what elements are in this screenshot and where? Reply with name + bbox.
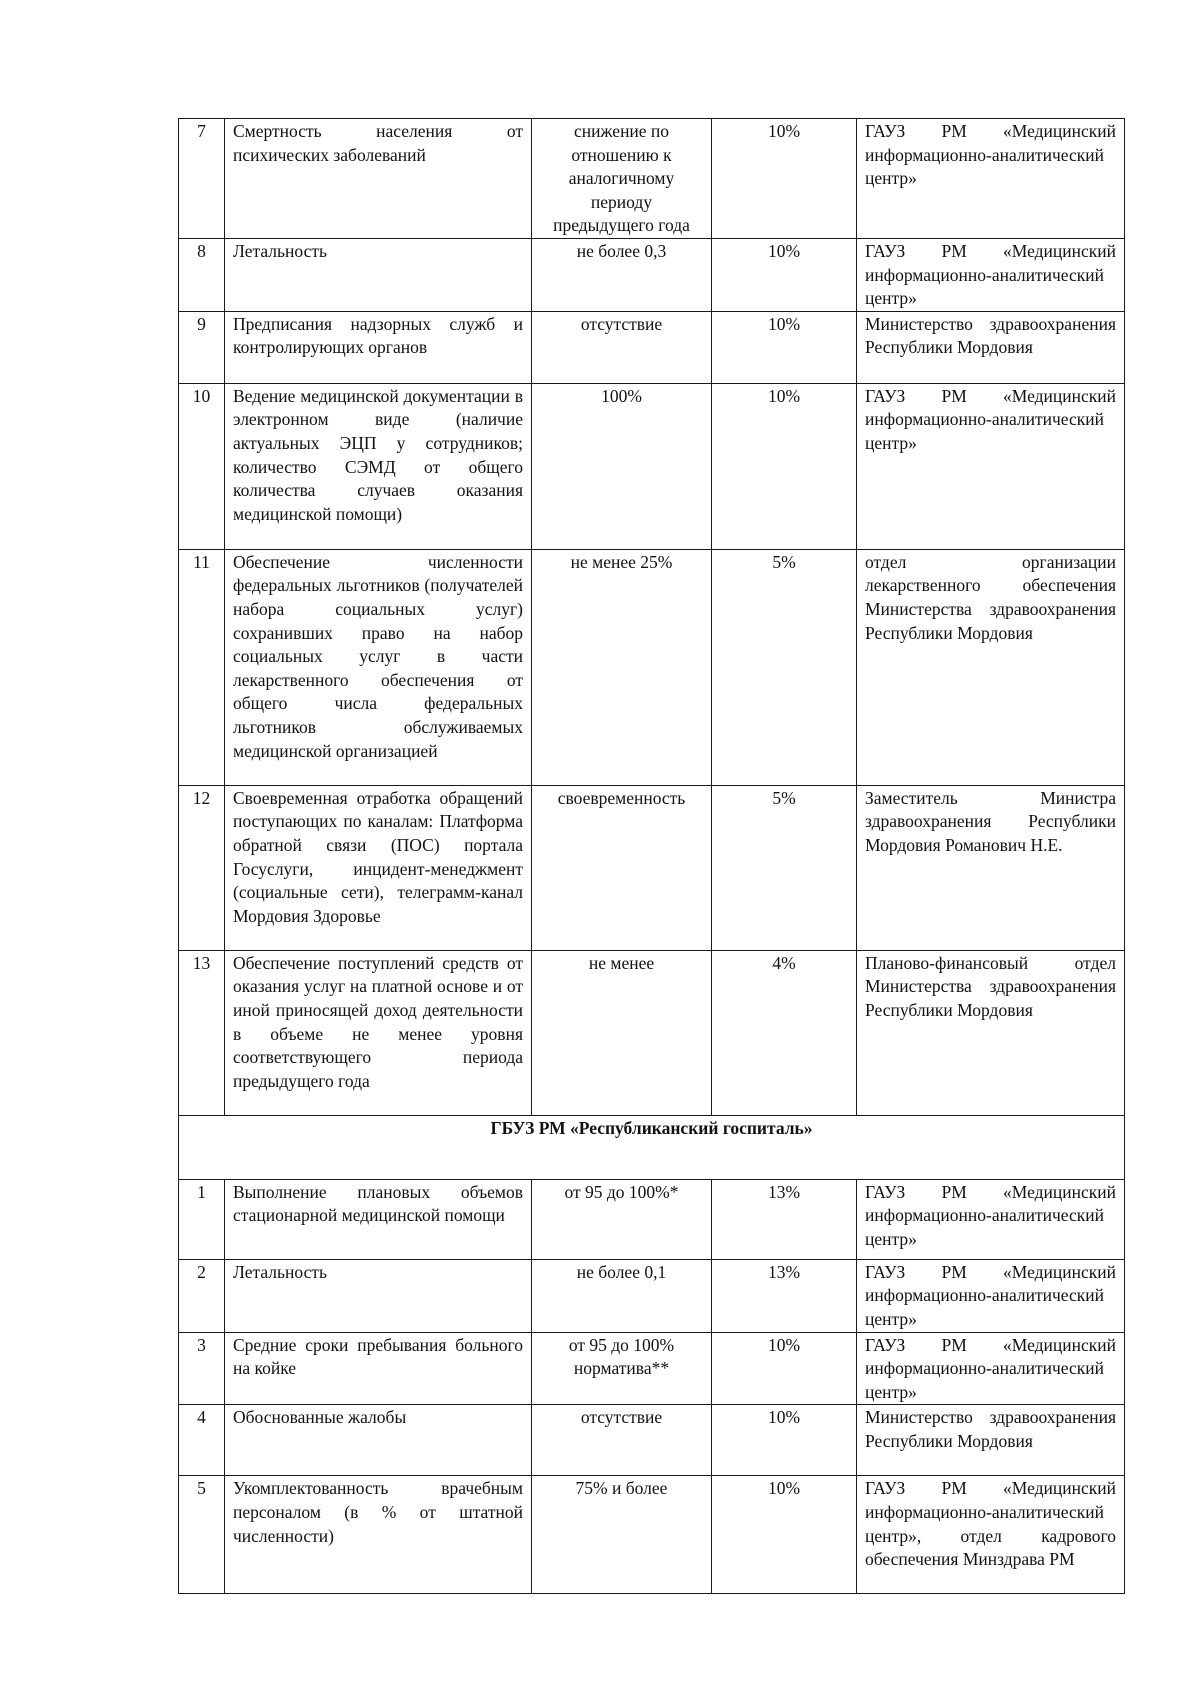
indicator-name: Обеспечение численности федеральных льготников (получателей набора социальных услуг) сохранивших право на набор социальных услуг в части лекарственного обеспечения от общего числа федеральных льготников обслуживаемых медицинской организацией [225,549,532,785]
target-value: от 95 до 100%* [532,1179,712,1259]
weight-value: 13% [712,1259,857,1332]
responsible-source: Министерство здравоохранения Республики Мордовия [857,1405,1125,1476]
weight-value: 10% [712,119,857,239]
target-value: своевременность [532,785,712,950]
target-value: отсутствие [532,311,712,383]
table-row [179,785,1125,950]
responsible-source: ГАУЗ РМ «Медицинский информационно-аналитический центр» [857,239,1125,312]
table-row [179,311,1125,383]
responsible-source: ГАУЗ РМ «Медицинский информационно-аналитический центр» [857,1179,1125,1259]
table-row [179,1476,1125,1594]
indicator-name: Своевременная отработка обращений поступающих по каналам: Платформа обратной связи (ПОС) портала Госуслуги, инцидент-менеджмент (социальные сети), телеграмм-канал Мордовия Здоровье [225,785,532,950]
responsible-source: Заместитель Министра здравоохранения Республики Мордовия Романович Н.Е. [857,785,1125,950]
row-number: 9 [179,311,225,383]
weight-value: 10% [712,239,857,312]
table-row [179,1405,1125,1476]
section-header-row [179,1115,1125,1179]
indicator-name: Смертность населения от психических заболеваний [225,119,532,239]
indicator-name: Летальность [225,239,532,312]
responsible-source: ГАУЗ РМ «Медицинский информационно-аналитический центр» [857,383,1125,549]
target-value: не менее [532,950,712,1115]
indicator-name: Ведение медицинской документации в электронном виде (наличие актуальных ЭЦП у сотрудников; количество СЭМД от общего количества случаев оказания медицинской помощи) [225,383,532,549]
responsible-source: ГАУЗ РМ «Медицинский информационно-аналитический центр» [857,1259,1125,1332]
weight-value: 5% [712,549,857,785]
weight-value: 10% [712,311,857,383]
row-number: 11 [179,549,225,785]
responsible-source: ГАУЗ РМ «Медицинский информационно-аналитический центр» [857,1332,1125,1405]
table-row [179,549,1125,785]
row-number: 7 [179,119,225,239]
row-number: 5 [179,1476,225,1594]
responsible-source: ГАУЗ РМ «Медицинский информационно-аналитический центр», отдел кадрового обеспечения Минздрава РМ [857,1476,1125,1594]
indicator-name: Средние сроки пребывания больного на койке [225,1332,532,1405]
indicator-name: Укомплектованность врачебным персоналом (в % от штатной численности) [225,1476,532,1594]
table-row [179,950,1125,1115]
responsible-source: Министерство здравоохранения Республики Мордовия [857,311,1125,383]
row-number: 13 [179,950,225,1115]
indicator-name: Выполнение плановых объемов стационарной медицинской помощи [225,1179,532,1259]
indicator-name: Предписания надзорных служб и контролирующих органов [225,311,532,383]
responsible-source: отдел организации лекарственного обеспечения Министерства здравоохранения Республики Мордовия [857,549,1125,785]
weight-value: 10% [712,383,857,549]
table-row [179,1332,1125,1405]
indicator-name: Обеспечение поступлений средств от оказания услуг на платной основе и от иной приносящей доход деятельности в объеме не менее уровня соответствующего периода предыдущего года [225,950,532,1115]
target-value: снижение по отношению к аналогичному периоду предыдущего года [532,119,712,239]
row-number: 12 [179,785,225,950]
target-value: не более 0,3 [532,239,712,312]
section-title: ГБУЗ РМ «Республиканский госпиталь» [179,1115,1125,1179]
target-value: не менее 25% [532,549,712,785]
table-row [179,239,1125,312]
table-row [179,1259,1125,1332]
weight-value: 4% [712,950,857,1115]
target-value: 100% [532,383,712,549]
weight-value: 5% [712,785,857,950]
indicators-table [178,118,1125,1594]
table-row [179,383,1125,549]
weight-value: 10% [712,1332,857,1405]
row-number: 3 [179,1332,225,1405]
table-row [179,119,1125,239]
indicator-name: Обоснованные жалобы [225,1405,532,1476]
weight-value: 10% [712,1405,857,1476]
row-number: 2 [179,1259,225,1332]
row-number: 8 [179,239,225,312]
table-row [179,1179,1125,1259]
target-value: от 95 до 100% норматива** [532,1332,712,1405]
responsible-source: Планово-финансовый отдел Министерства здравоохранения Республики Мордовия [857,950,1125,1115]
row-number: 1 [179,1179,225,1259]
weight-value: 10% [712,1476,857,1594]
weight-value: 13% [712,1179,857,1259]
indicator-name: Летальность [225,1259,532,1332]
responsible-source: ГАУЗ РМ «Медицинский информационно-аналитический центр» [857,119,1125,239]
target-value: 75% и более [532,1476,712,1594]
target-value: отсутствие [532,1405,712,1476]
row-number: 4 [179,1405,225,1476]
target-value: не более 0,1 [532,1259,712,1332]
row-number: 10 [179,383,225,549]
